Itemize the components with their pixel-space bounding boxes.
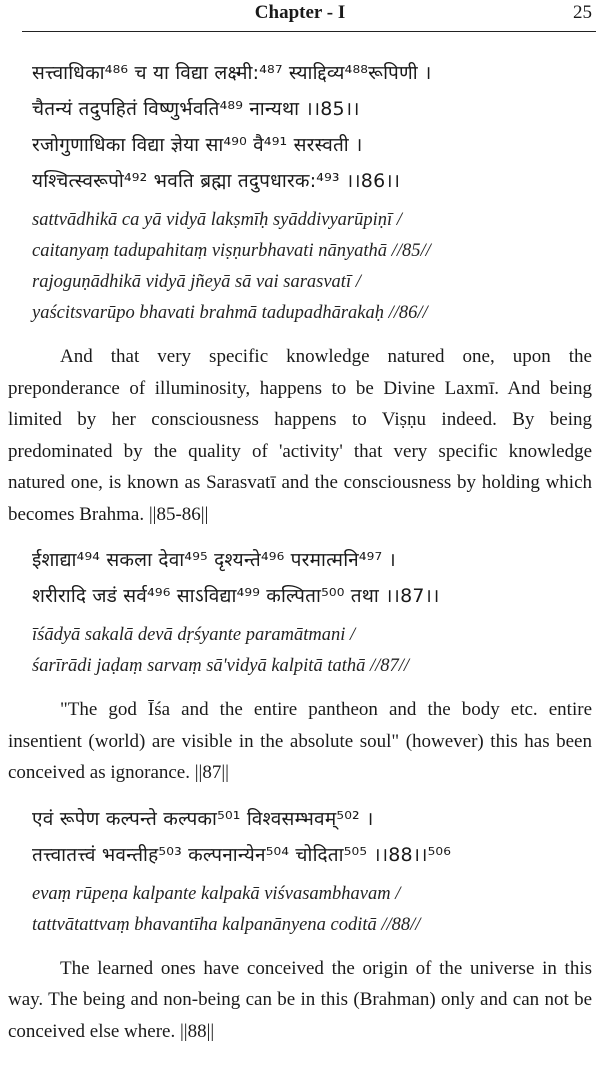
sanskrit-verse [32, 542, 600, 614]
verse-line: चैतन्यं तदुपहितं विष्णुर्भवति⁴⁸⁹ नान्यथा ।।85।। [32, 98, 360, 120]
spacer [0, 789, 600, 801]
transliteration [32, 879, 600, 941]
page-header [0, 0, 600, 32]
chapter-title: Chapter - I [254, 2, 346, 23]
transliteration-line: tattvātattvaṃ bhavantīha kalpanānyena coditā //88// [32, 914, 421, 935]
transliteration-line: caitanyaṃ tadupahitaṃ viṣṇurbhavati nānyathā //85// [32, 241, 431, 261]
translation-text: The learned ones have conceived the origin of the universe in this way. The being and non-being can be in this (Brahman) only and can not be conceived else where. ||88|| [8, 957, 592, 1042]
verse-line: तत्त्वातत्त्वं भवन्तीह⁵⁰³ कल्पनान्येन⁵⁰⁴ चोदिता⁵⁰⁵ ।।88।।⁵⁰⁶ [32, 843, 452, 866]
page-content [0, 55, 600, 1047]
sanskrit-verse [32, 801, 600, 873]
transliteration-line: īśādyā sakalā devā dṛśyante paramātmani / [32, 625, 356, 645]
verse-line: सत्त्वाधिका⁴⁸⁶ च या विद्या लक्ष्मी:⁴⁸⁷ स्याद्दिव्य⁴⁸⁸रूपिणी । [32, 62, 432, 84]
sanskrit-verse [32, 55, 600, 199]
verse-line: रजोगुणाधिका विद्या ज्ञेया सा⁴⁹⁰ वै⁴⁹¹ सरस्वती । [32, 134, 363, 156]
translation-paragraph [8, 953, 592, 1048]
verse-line: शरीरादि जडं सर्व⁴⁹⁶ साऽविद्या⁴⁹⁹ कल्पिता⁵⁰⁰ तथा ।।87।। [32, 585, 440, 607]
page-number: 25 [573, 2, 592, 23]
transliteration-line: rajoguṇādhikā vidyā jñeyā sā vai sarasvatī / [32, 272, 361, 292]
translation-text: "The god Īśa and the entire pantheon and the body etc. entire insentient (world) are visible in the absolute soul" (however) this has been conceived as ignorance. ||87|| [8, 699, 592, 783]
transliteration-line: sattvādhikā ca yā vidyā lakṣmīḥ syāddivyarūpiṇī / [32, 210, 402, 230]
verse-line: ईशाद्या⁴⁹⁴ सकला देवा⁴⁹⁵ दृश्यन्ते⁴⁹⁶ परमात्मनि⁴⁹⁷ । [32, 549, 396, 571]
translation-paragraph [8, 694, 592, 789]
transliteration [32, 620, 600, 682]
verse-line: यश्चित्स्वरूपो⁴⁹² भवति ब्रह्मा तदुपधारक:⁴⁹³ ।।86।। [32, 170, 401, 192]
transliteration-line: śarīrādi jaḍaṃ sarvaṃ sā'vidyā kalpitā tathā //87// [32, 656, 410, 676]
transliteration [32, 205, 600, 329]
spacer [0, 530, 600, 542]
translation-text: And that very specific knowledge natured one, upon the preponderance of illuminosity, happens to be Divine Laxmī. And being limited by her consciousness happens to Viṣṇu indeed. By being predominated by the quality of 'activity' that very specific knowledge natured one, is known as Sarasvatī and the consciousness by holding which becomes Brahma. ||85-86|| [8, 346, 592, 525]
transliteration-line: yaścitsvarūpo bhavati brahmā tadupadhārakaḥ //86// [32, 303, 428, 323]
transliteration-line: evaṃ rūpeṇa kalpante kalpakā viśvasambhavam / [32, 883, 401, 904]
verse-line: एवं रूपेण कल्पन्ते कल्पका⁵⁰¹ विश्वसम्भवम्⁵⁰² । [32, 807, 374, 830]
translation-paragraph [8, 341, 592, 530]
header-rule [22, 31, 596, 32]
